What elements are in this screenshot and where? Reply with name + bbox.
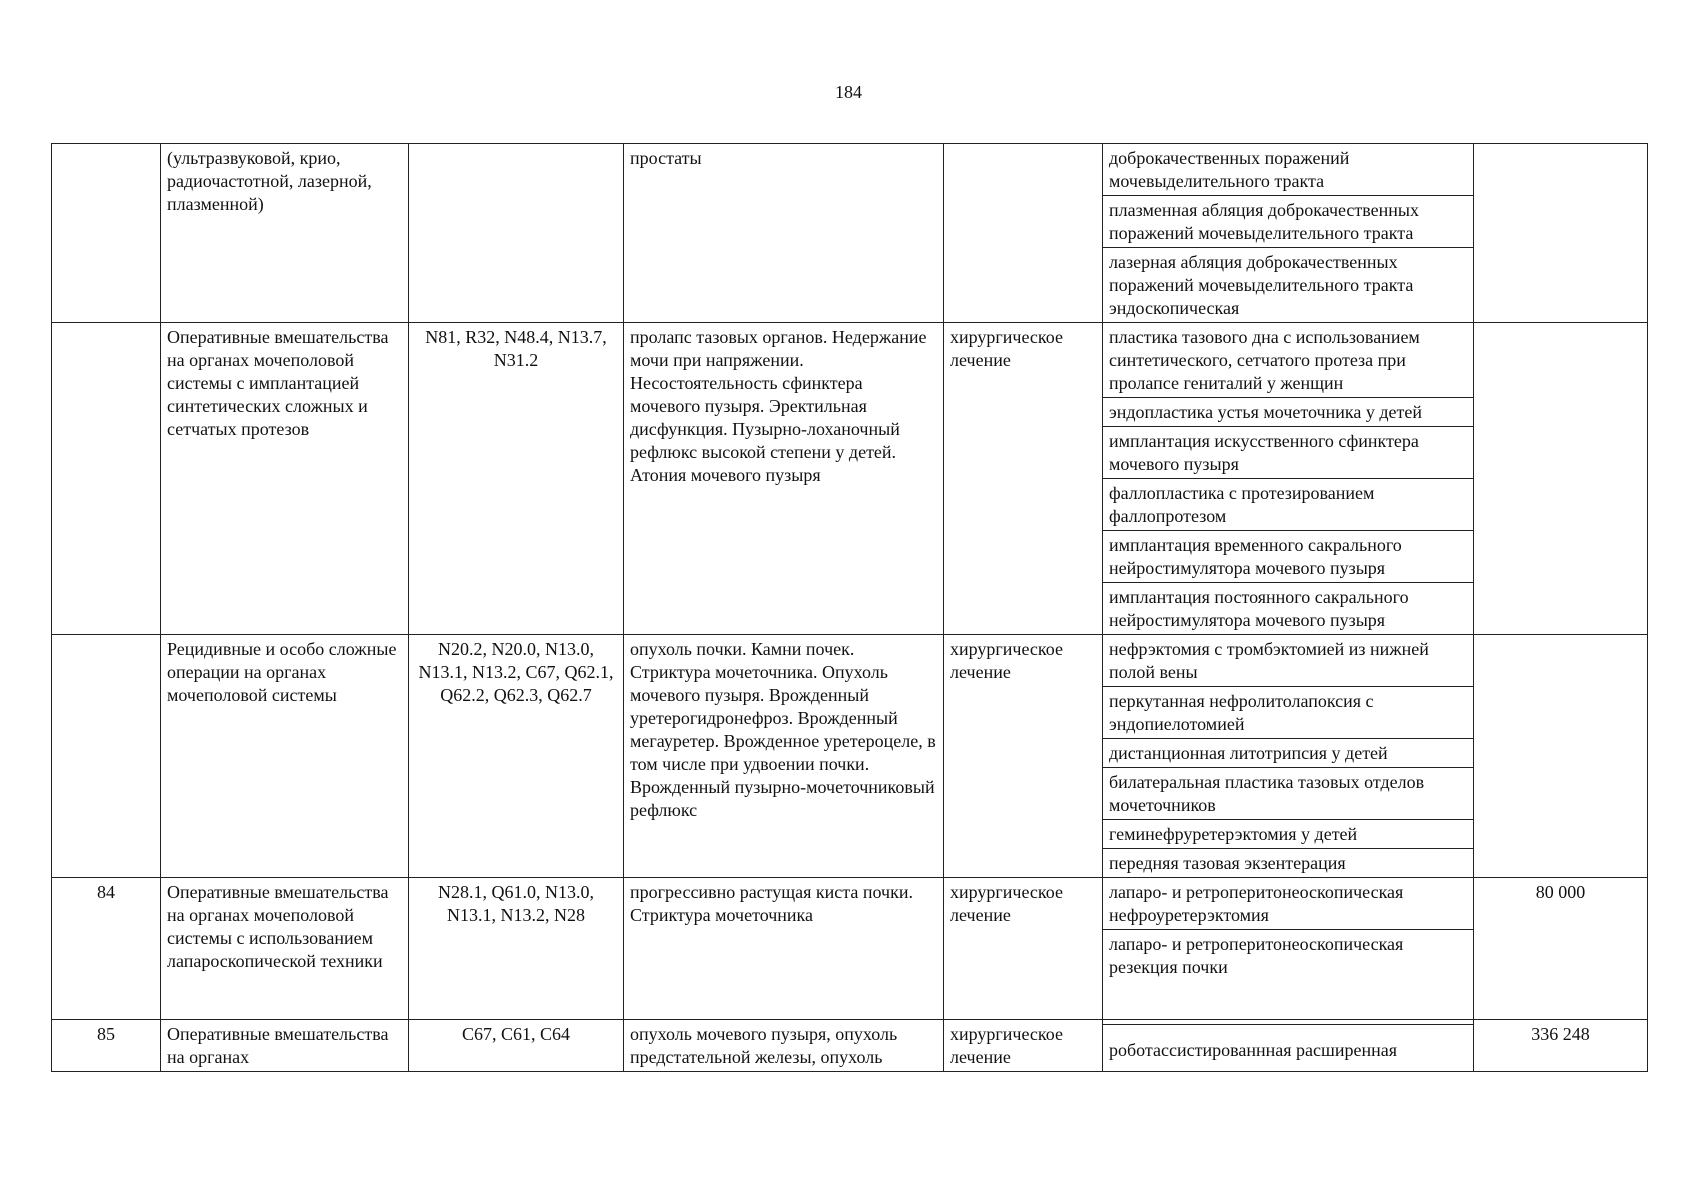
- method-item: имплантация постоянного сакрального нейростимулятора мочевого пузыря: [1109, 587, 1409, 630]
- treatment-type: хирургическое лечение: [944, 878, 1103, 1020]
- row-number: [52, 635, 161, 878]
- method-item: имплантация искусственного сфинктера мочевого пузыря: [1103, 427, 1473, 479]
- table-row: [52, 635, 1648, 878]
- patient-model: прогрессивно растущая киста почки. Стриктура мочеточника: [624, 878, 944, 1020]
- row-number: 85: [52, 1020, 161, 1072]
- treatment-methods: [1103, 635, 1474, 878]
- method-item: дистанционная литотрипсия у детей: [1103, 739, 1473, 768]
- cost-value: [1474, 323, 1648, 635]
- icd-codes: N81, R32, N48.4, N13.7, N31.2: [409, 323, 624, 635]
- treatment-methods: [1103, 144, 1474, 323]
- method-item: нефрэктомия с тромбэктомией из нижней полой вены: [1103, 635, 1473, 687]
- procedure-group-name: (ультразвуковой, крио, радиочастотной, лазерной, плазменной): [161, 144, 409, 323]
- procedure-group-name: Рецидивные и особо сложные операции на органах мочеполовой системы: [161, 635, 409, 878]
- patient-model: опухоль мочевого пузыря, опухоль предстательной железы, опухоль: [624, 1020, 944, 1072]
- icd-codes: N20.2, N20.0, N13.0, N13.1, N13.2, C67, Q62.1, Q62.2, Q62.3, Q62.7: [409, 635, 624, 878]
- treatment-methods: [1103, 878, 1474, 1020]
- method-item: лапаро- и ретроперитонеоскопическая резекция почки: [1109, 934, 1404, 977]
- cost-value: [1474, 635, 1648, 878]
- method-item: лазерная абляция доброкачественных поражений мочевыделительного тракта эндоскопическая: [1109, 252, 1414, 318]
- row-number: [52, 323, 161, 635]
- table-row: [52, 144, 1648, 323]
- method-item: роботассистированнная расширенная: [1103, 1024, 1473, 1064]
- method-item: передняя тазовая экзентерация: [1109, 853, 1346, 873]
- treatment-type: хирургическое лечение: [944, 323, 1103, 635]
- patient-model: простаты: [624, 144, 944, 323]
- table-row: [52, 1020, 1648, 1072]
- cost-value: [1474, 144, 1648, 323]
- procedure-group-name: Оперативные вмешательства на органах мочеполовой системы с использованием лапароскопической техники: [161, 878, 409, 1020]
- icd-codes: C67, C61, C64: [409, 1020, 624, 1072]
- patient-model: опухоль почки. Камни почек. Стриктура мочеточника. Опухоль мочевого пузыря. Врожденный уретерогидронефроз. Врожденный мегауретер. Врожденное уретероцеле, в том числе при удвоении почки. Врожденный пузырно-мочеточниковый рефлюкс: [624, 635, 944, 878]
- treatment-type: хирургическое лечение: [944, 1020, 1103, 1072]
- page-number: 184: [835, 82, 862, 102]
- patient-model: пролапс тазовых органов. Недержание мочи при напряжении. Несостоятельность сфинктера мочевого пузыря. Эректильная дисфункция. Пузырно-лоханочный рефлюкс высокой степени у детей. Атония мочевого пузыря: [624, 323, 944, 635]
- row-number: 84: [52, 878, 161, 1020]
- cost-value: 336 248: [1474, 1020, 1648, 1072]
- medical-care-table: [51, 143, 1648, 1072]
- method-item: пластика тазового дна с использованием синтетического, сетчатого протеза при пролапсе гениталий у женщин: [1103, 323, 1473, 398]
- table-row: [52, 878, 1648, 1020]
- treatment-type: хирургическое лечение: [944, 635, 1103, 878]
- icd-codes: N28.1, Q61.0, N13.0, N13.1, N13.2, N28: [409, 878, 624, 1020]
- table-row: [52, 323, 1648, 635]
- method-item: геминефруретерэктомия у детей: [1103, 820, 1473, 849]
- method-item: билатеральная пластика тазовых отделов мочеточников: [1103, 768, 1473, 820]
- cost-value: 80 000: [1474, 878, 1648, 1020]
- method-item: эндопластика устья мочеточника у детей: [1103, 398, 1473, 427]
- method-item: лапаро- и ретроперитонеоскопическая нефроуретерэктомия: [1103, 878, 1473, 930]
- icd-codes: [409, 144, 624, 323]
- treatment-methods: [1103, 1020, 1474, 1072]
- procedure-group-name: Оперативные вмешательства на органах мочеполовой системы с имплантацией синтетических сложных и сетчатых протезов: [161, 323, 409, 635]
- row-number: [52, 144, 161, 323]
- treatment-type: [944, 144, 1103, 323]
- method-item: плазменная абляция доброкачественных поражений мочевыделительного тракта: [1103, 196, 1473, 248]
- method-item: перкутанная нефролитолапоксия с эндопиелотомией: [1103, 687, 1473, 739]
- method-item: фаллопластика с протезированием фаллопротезом: [1103, 479, 1473, 531]
- treatment-methods: [1103, 323, 1474, 635]
- method-item: доброкачественных поражений мочевыделительного тракта: [1103, 144, 1473, 196]
- method-item: имплантация временного сакрального нейростимулятора мочевого пузыря: [1103, 531, 1473, 583]
- procedure-group-name: Оперативные вмешательства на органах: [161, 1020, 409, 1072]
